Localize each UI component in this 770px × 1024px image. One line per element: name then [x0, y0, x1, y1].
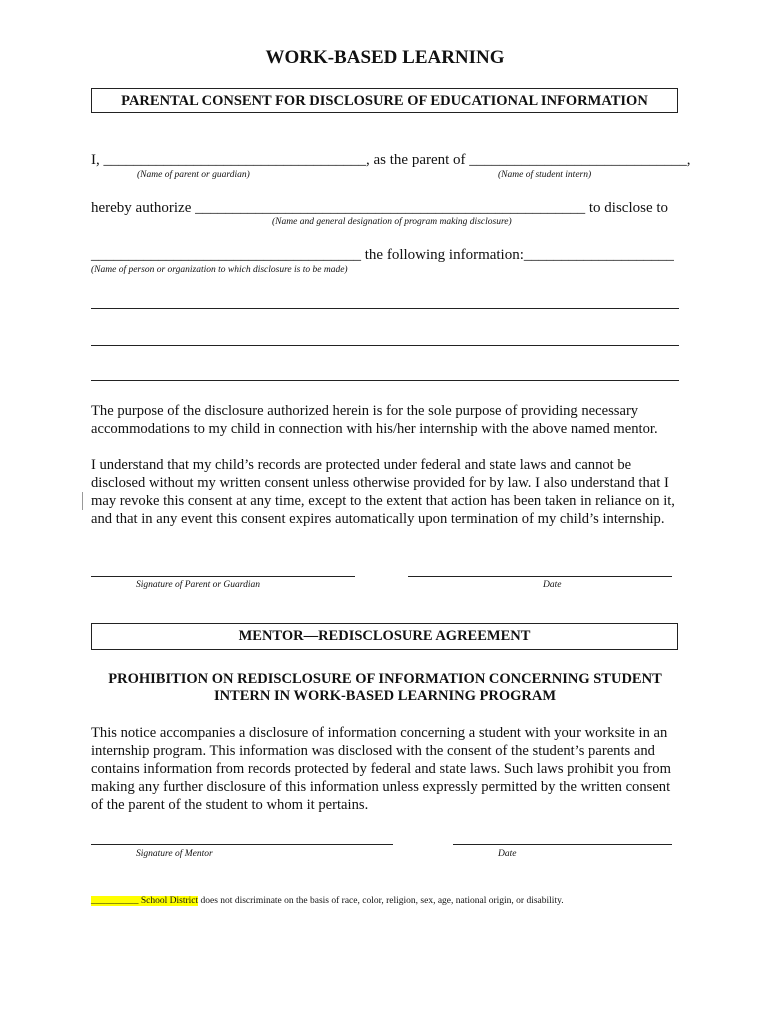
parent-signature-caption: Signature of Parent or Guardian: [136, 580, 261, 590]
understand-paragraph: [91, 456, 675, 528]
information-line-3: [91, 380, 679, 381]
document-title: WORK-BASED LEARNING: [265, 47, 505, 68]
prohibition-heading-line-2: INTERN IN WORK-BASED LEARNING PROGRAM: [213, 688, 557, 704]
parent-date-caption: Date: [543, 580, 562, 590]
mentor-signature-caption: Signature of Mentor: [136, 849, 213, 859]
mentor-date-caption: Date: [498, 849, 517, 859]
notice-paragraph-text: This notice accompanies a disclosure of information concerning a student with your worksite in an internship program. This information was disclosed with the consent of the student’s parents and contains information from records protected by federal and state laws. Such laws prohibit you from making any further disclosure of this information unless expressly permitted by the written consent of the parent of the student to whom it pertains.: [91, 725, 671, 813]
parent-student-line: I, ___________________________________, as the parent of _____________________________,: [91, 152, 691, 168]
recipient-name-caption: (Name of person or organization to which disclosure is to be made): [91, 265, 348, 275]
mentor-date-line: [453, 844, 672, 845]
mentor-signature-line: [91, 844, 393, 845]
prohibition-heading-line-1: PROHIBITION ON REDISCLOSURE OF INFORMATION CONCERNING STUDENT: [108, 671, 662, 687]
purpose-paragraph: [91, 402, 687, 438]
nondiscrimination-footer: [91, 896, 564, 906]
program-name-caption: (Name and general designation of program making disclosure): [272, 217, 512, 227]
understand-paragraph-text: I understand that my child’s records are protected under federal and state laws and cannot be disclosed without my written consent unless otherwise provided for by law. I also understand that I may revoke this consent at any time, except to the extent that action has been taken in reliance on it, and that in any event this consent expires automatically upon termination of my child’s internship.: [91, 457, 675, 527]
student-name-caption: (Name of student intern): [498, 170, 592, 180]
school-district-highlight: __________ School District: [91, 896, 199, 906]
revision-mark: [82, 492, 83, 510]
parent-name-caption: (Name of parent or guardian): [137, 170, 250, 180]
recipient-line: ____________________________________ the following information:____________________: [91, 247, 674, 263]
information-line-1: [91, 308, 679, 309]
authorize-line: hereby authorize ____________________________________________________ to disclose to: [91, 200, 669, 216]
purpose-paragraph-text: The purpose of the disclosure authorized herein is for the sole purpose of providing necessary accommodations to my child in connection with his/her internship with the above named mentor.: [91, 403, 658, 437]
parent-date-line: [408, 576, 672, 577]
notice-paragraph: [91, 724, 681, 814]
information-line-2: [91, 345, 679, 346]
parent-signature-line: [91, 576, 355, 577]
section-header-parental-consent: PARENTAL CONSENT FOR DISCLOSURE OF EDUCATIONAL INFORMATION: [91, 88, 678, 113]
section-header-mentor: MENTOR—REDISCLOSURE AGREEMENT: [91, 623, 678, 650]
prohibition-heading: [91, 671, 679, 705]
nondiscrimination-text: does not discriminate on the basis of race, color, religion, sex, age, national origin, or disability.: [198, 896, 564, 906]
